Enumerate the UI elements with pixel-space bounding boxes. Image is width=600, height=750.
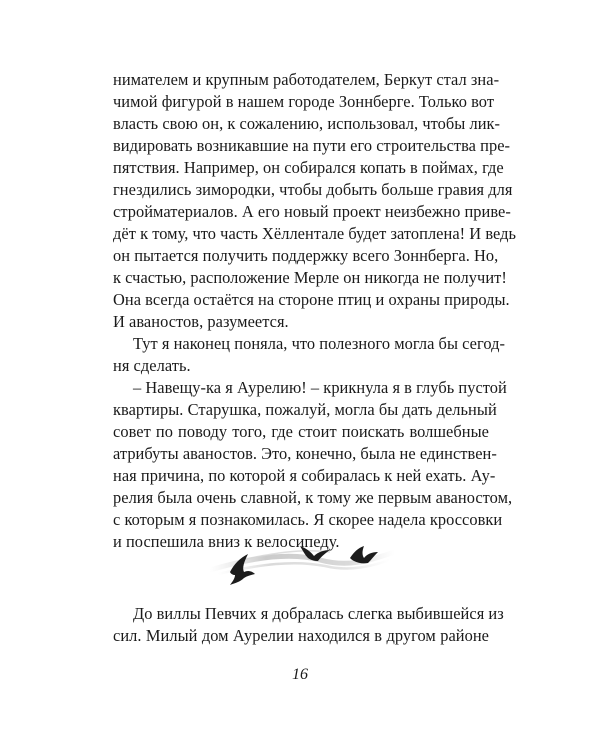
text-line: власть свою он, к сожалению, использовал, чтобы лик- [113,114,501,133]
text-line: Тут я наконец поняла, что полезного могла бы сегод- [133,334,506,353]
text-line: нимателем и крупным работодателем, Беркут стал зна- [113,70,500,89]
text-line: ная причина, по которой я собиралась к ней ехать. Ау- [113,466,496,485]
text-line: квартиры. Старушка, пожалуй, могла бы дать дельный [113,400,497,419]
text-line: стройматериалов. А его новый проект неизбежно приве- [113,202,511,221]
text-line: – Навещу-ка я Аурелию! – крикнула я в глубь пустой [133,378,507,397]
text-line: сил. Милый дом Аурелии находился в другом районе [113,626,489,645]
text-line: к счастью, расположение Мерле он никогда не получит! [113,268,507,287]
text-line: и поспешила вниз к велосипеду. [113,532,340,551]
text-line: видировать возникавшие на пути его строительства пре- [113,136,511,155]
page-number: 16 [292,666,308,683]
text-line: И аваностов, разумеется. [113,312,289,331]
text-line: гнездились зимородки, чтобы добыть больше гравия для [113,180,513,199]
text-line: атрибуты аваностов. Это, конечно, была не единствен- [113,444,497,463]
text-line: чимой фигурой в нашем городе Зоннберге. Только вот [113,92,495,111]
text-line: ня сделать. [113,356,191,375]
text-line: пятствия. Например, он собирался копать в поймах, где [113,158,504,177]
text-line: с которым я познакомилась. Я скорее надела кроссовки [113,510,503,529]
text-line: дёт к тому, что часть Хёллентале будет затоплена! И ведь [113,224,517,243]
flying-birds-icon [200,530,400,588]
text-line: Она всегда остаётся на стороне птиц и охраны природы. [113,290,510,309]
text-line: совет по поводу того, где стоит поискать волшебные [113,422,489,441]
text-line: релия была очень славной, к тому же первым аваностом, [113,488,513,507]
text-line: До виллы Певчих я добралась слегка выбившейся из [133,604,504,623]
text-line: он пытается получить поддержку всего Зоннберга. Но, [113,246,499,265]
